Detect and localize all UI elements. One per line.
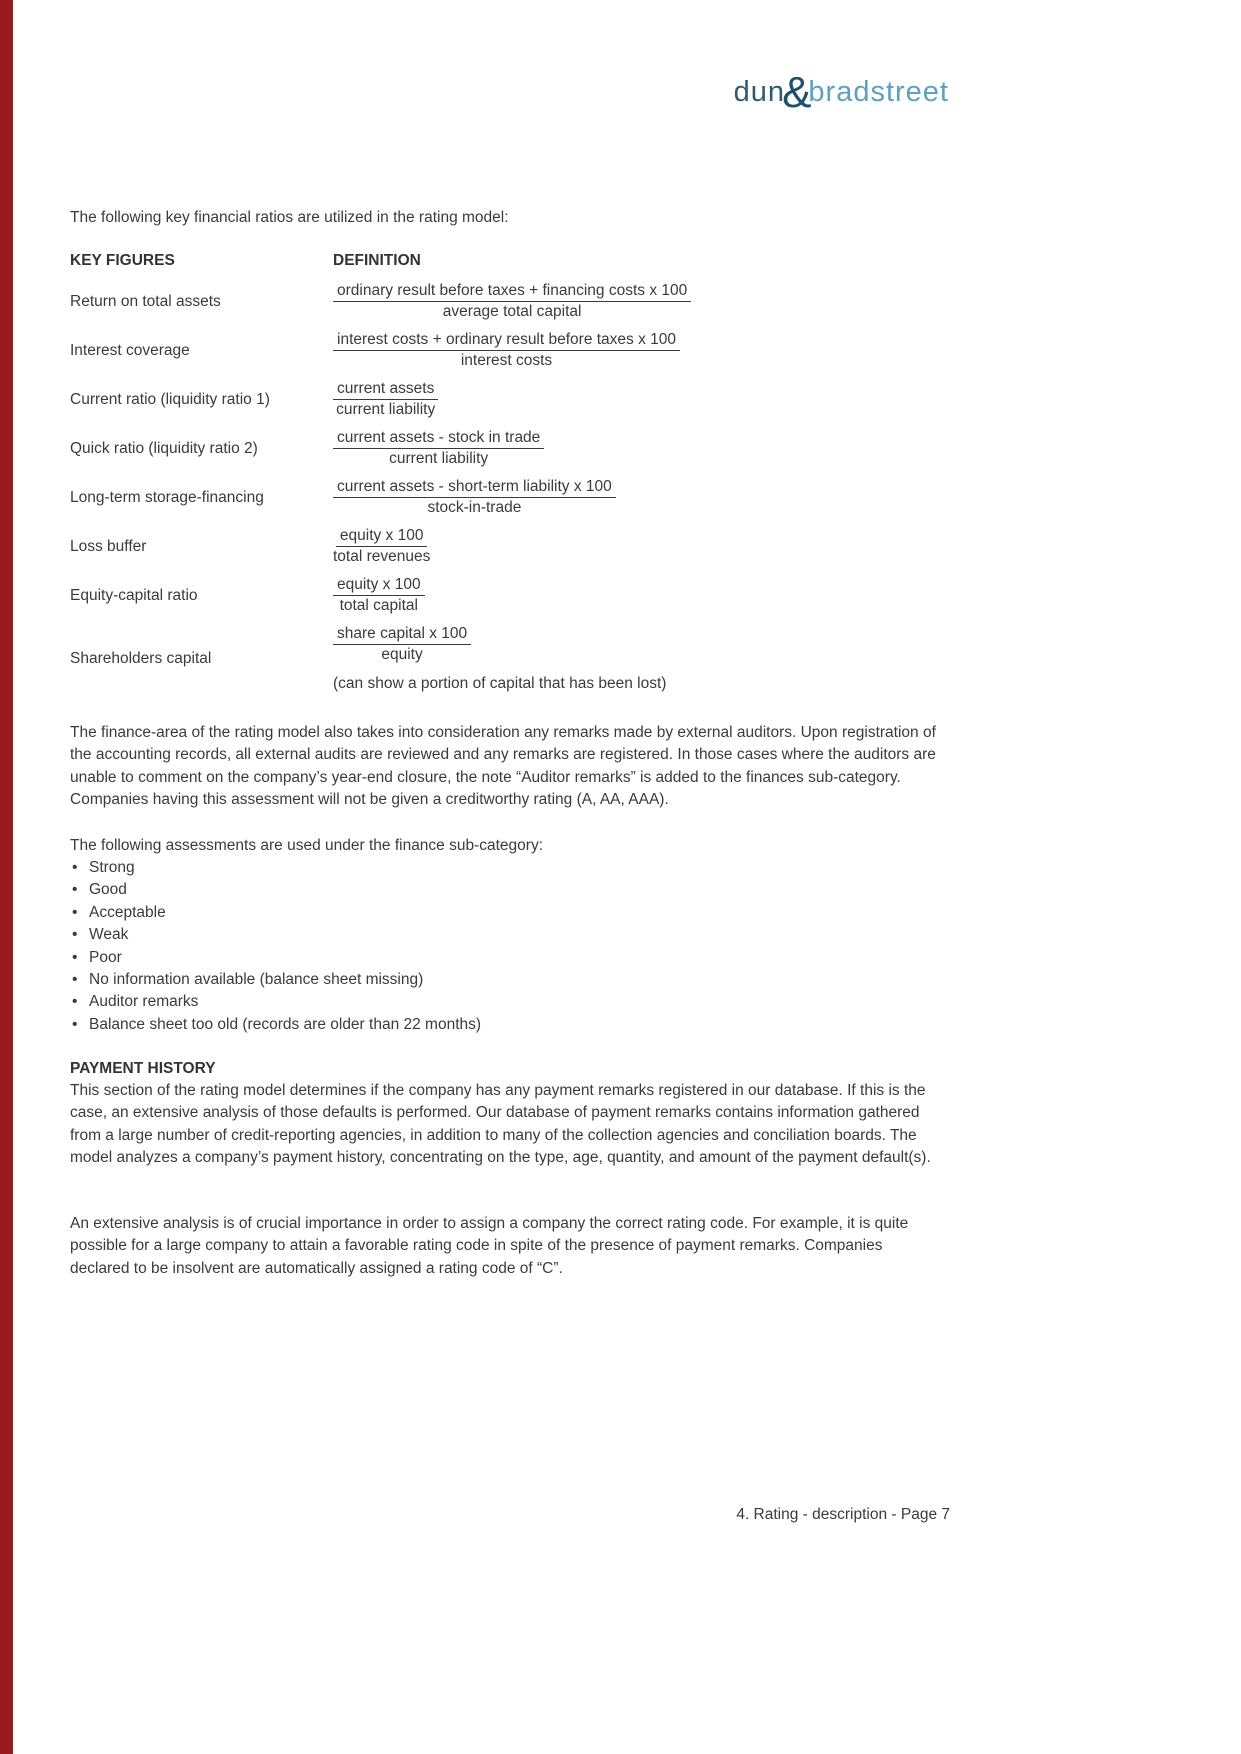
- definition-cell: [333, 330, 942, 371]
- fraction-denominator: average total capital: [442, 303, 582, 320]
- assessments-intro: The following assessments are used under the finance sub-category:: [70, 837, 544, 854]
- payment-history-paragraph-2: An extensive analysis is of crucial importance in order to assign a company the correct rating code. For example, it is quite possible for a large company to attain a favorable rating code in spite of the presence of payment remarks. Companies declared to be insolvent are automatically assigned a rating code of “C”.: [70, 1215, 909, 1277]
- fraction: [333, 624, 471, 665]
- fraction-denominator: stock-in-trade: [427, 499, 522, 516]
- payment-history-paragraph-1: This section of the rating model determines if the company has any payment remarks registered in our database. If this is the case, an extensive analysis of those defaults is performed. Our database of payment remarks contains information gathered from a large number of credit-reporting agencies, in addition to many of the collection agencies and conciliation boards. The model analyzes a company’s payment history, concentrating on the type, age, quantity, and amount of the payment default(s).: [70, 1082, 931, 1166]
- key-figure-label: Loss buffer: [70, 537, 147, 555]
- fraction: [333, 526, 430, 567]
- list-item: • Auditor remarks: [70, 991, 942, 1013]
- list-item: • Strong: [70, 857, 942, 879]
- list-item: • Acceptable: [70, 902, 942, 924]
- list-item: • Poor: [70, 947, 942, 969]
- fraction: [333, 330, 680, 371]
- assessments-list: [70, 857, 942, 1036]
- column-header-definition: DEFINITION: [333, 252, 421, 269]
- fraction: [333, 477, 616, 518]
- fraction-numerator: equity x 100: [336, 526, 428, 547]
- key-figures-table: [70, 252, 942, 702]
- logo-text-bradstreet: bradstreet: [808, 75, 949, 108]
- fraction: [333, 379, 438, 420]
- finance-paragraph: The finance-area of the rating model also takes into consideration any remarks made by external auditors. Upon registration of the accounting records, all external audits are reviewed and any remarks are registered. In those cases where the auditors are unable to comment on the company’s year-end closure, the note “Auditor remarks” is added to the finances sub-category. Companies having this assessment will not be given a creditworthy rating (A, AA, AAA).: [70, 724, 936, 808]
- definition-cell: [333, 281, 942, 322]
- definition-cell: [333, 575, 942, 616]
- list-item: • Good: [70, 879, 942, 901]
- page-footer: 4. Rating - description - Page 7: [736, 1506, 950, 1523]
- logo-text-dun: dun: [733, 75, 786, 108]
- key-figure-label: Quick ratio (liquidity ratio 2): [70, 439, 258, 457]
- list-item: • Weak: [70, 924, 942, 946]
- fraction-denominator: total capital: [339, 597, 418, 614]
- definition-cell: [333, 624, 942, 694]
- payment-history-heading: PAYMENT HISTORY: [70, 1060, 216, 1077]
- fraction-numerator: ordinary result before taxes + financing costs x 100: [333, 281, 691, 302]
- fraction-denominator: current liability: [336, 401, 436, 418]
- key-figure-label: Current ratio (liquidity ratio 1): [70, 390, 270, 408]
- list-item: • Balance sheet too old (records are older than 22 months): [70, 1014, 942, 1036]
- definition-cell: [333, 526, 942, 567]
- fraction-numerator: equity x 100: [333, 575, 425, 596]
- fraction: [333, 575, 425, 616]
- fraction-denominator: total revenues: [333, 548, 431, 565]
- fraction-denominator: equity: [381, 646, 423, 663]
- list-item: • No information available (balance sheet missing): [70, 969, 942, 991]
- key-figure-label: Equity-capital ratio: [70, 586, 198, 604]
- definition-cell: [333, 428, 942, 469]
- fraction-numerator: current assets: [333, 379, 438, 400]
- fraction-denominator: current liability: [389, 450, 489, 467]
- fraction-numerator: interest costs + ordinary result before taxes x 100: [333, 330, 680, 351]
- fraction: [333, 281, 691, 322]
- fraction-numerator: current assets - stock in trade: [333, 428, 544, 449]
- intro-line: The following key financial ratios are utilized in the rating model:: [70, 209, 509, 226]
- key-figure-label: Interest coverage: [70, 341, 190, 359]
- column-header-key-figures: KEY FIGURES: [70, 252, 175, 269]
- definition-cell: [333, 477, 942, 518]
- fraction: [333, 428, 544, 469]
- left-accent-stripe: [0, 0, 13, 1754]
- key-figure-label: Long-term storage-financing: [70, 488, 264, 506]
- fraction-numerator: share capital x 100: [333, 624, 471, 645]
- dun-bradstreet-logo: [733, 68, 949, 117]
- ampersand-icon: &: [782, 68, 812, 117]
- key-figure-label: Shareholders capital: [70, 650, 212, 667]
- fraction-denominator: interest costs: [460, 352, 553, 369]
- definition-note: (can show a portion of capital that has been lost): [333, 675, 667, 692]
- key-figure-label: Return on total assets: [70, 292, 221, 310]
- definition-cell: [333, 379, 942, 420]
- fraction-numerator: current assets - short-term liability x 100: [333, 477, 616, 498]
